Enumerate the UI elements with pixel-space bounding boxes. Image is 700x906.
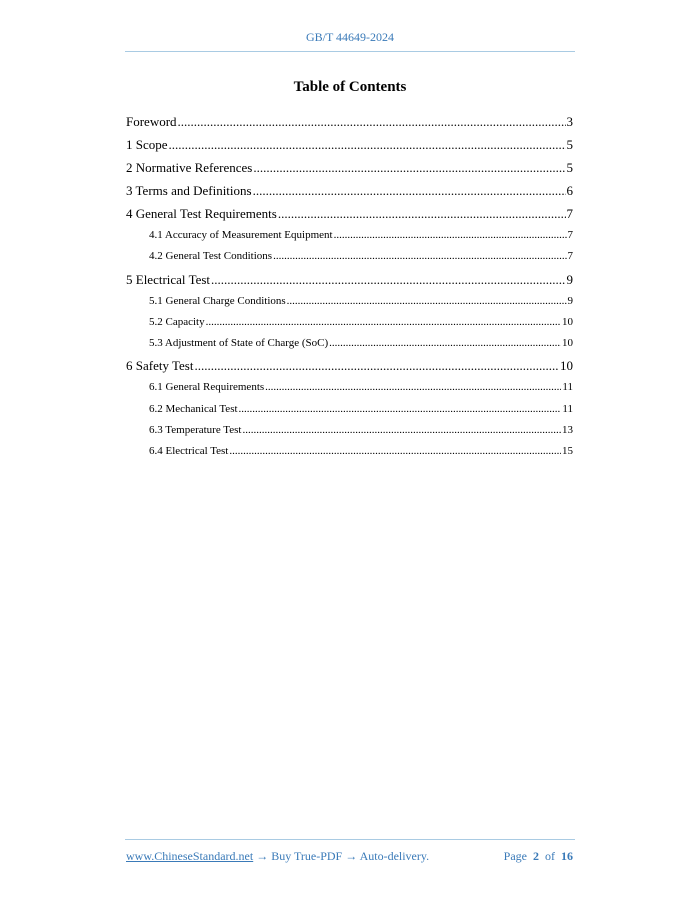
total-pages: 16 — [561, 849, 573, 863]
toc-label: 3 Terms and Definitions — [126, 183, 252, 198]
dot-leader — [239, 399, 562, 420]
dot-leader — [178, 110, 566, 133]
toc-entry-scope[interactable] — [126, 133, 573, 156]
current-page: 2 — [533, 849, 539, 863]
toc-entry-electrical-test-sub[interactable] — [126, 441, 573, 462]
header-divider — [125, 51, 575, 52]
toc-page-number: 10 — [562, 315, 573, 328]
toc-entry-terms-definitions[interactable] — [126, 179, 573, 202]
toc-entry-accuracy-measurement[interactable] — [126, 225, 573, 246]
toc-label: 4.2 General Test Conditions — [149, 250, 273, 263]
toc-page-number: 10 — [562, 337, 573, 350]
website-link[interactable]: www.ChineseStandard.net — [126, 849, 254, 863]
toc-page-number: 7 — [567, 229, 573, 241]
toc-entry-mechanical-test[interactable] — [126, 399, 573, 420]
toc-entry-electrical-test[interactable] — [126, 268, 573, 291]
dot-leader — [273, 246, 566, 267]
page-title: Table of Contents — [293, 79, 407, 95]
toc-page-number: 5 — [566, 160, 573, 175]
dot-leader — [253, 156, 565, 179]
toc-label: 6.3 Temperature Test — [149, 424, 242, 437]
toc-page-number: 15 — [562, 445, 573, 458]
dot-leader — [287, 291, 567, 312]
toc-page-number: 9 — [567, 294, 573, 307]
dot-leader — [278, 202, 566, 225]
toc-page-number: 6 — [566, 183, 573, 198]
dot-leader — [265, 377, 561, 398]
dot-leader — [194, 354, 559, 377]
toc-entry-general-test-requirements[interactable] — [126, 202, 573, 225]
toc-label: 5 Electrical Test — [126, 271, 211, 287]
toc-entry-adjustment-soc[interactable] — [126, 333, 573, 354]
page-of: of — [545, 849, 555, 863]
toc-label: 6.2 Mechanical Test — [149, 402, 238, 415]
toc-label: Foreword — [126, 114, 177, 129]
toc-entry-general-charge-conditions[interactable] — [126, 291, 573, 312]
running-header: GB/T 44649-2024 — [305, 30, 395, 44]
dot-leader — [229, 441, 561, 462]
dot-leader — [242, 420, 561, 441]
toc-label: 2 Normative References — [126, 160, 253, 175]
toc-label: 4 General Test Requirements — [126, 206, 277, 221]
toc-page-number: 5 — [566, 137, 573, 152]
footer-promo — [126, 849, 429, 864]
toc-label: 5.3 Adjustment of State of Charge (SoC) — [149, 337, 329, 350]
toc-label: 5.1 General Charge Conditions — [149, 294, 286, 307]
toc-page-number: 3 — [566, 114, 573, 129]
dot-leader — [253, 179, 566, 202]
toc-entry-safety-test[interactable] — [126, 354, 573, 377]
toc-page-number: 10 — [560, 358, 573, 374]
toc-label: 1 Scope — [126, 137, 168, 152]
toc-page-number: 7 — [566, 206, 573, 221]
toc-entry-foreword[interactable] — [126, 110, 573, 133]
toc-label: 6.4 Electrical Test — [149, 445, 229, 458]
toc-entry-general-test-conditions[interactable] — [126, 246, 573, 267]
dot-leader — [169, 133, 566, 156]
toc-entry-general-requirements[interactable] — [126, 377, 573, 398]
page-footer — [126, 849, 573, 864]
toc-page-number: 7 — [567, 250, 573, 263]
footer-divider — [125, 839, 575, 840]
toc-label: 4.1 Accuracy of Measurement Equipment — [149, 229, 333, 241]
toc-label: 5.2 Capacity — [149, 315, 205, 328]
toc-entry-temperature-test[interactable] — [126, 420, 573, 441]
dot-leader — [334, 225, 567, 246]
toc-page-number: 13 — [562, 424, 573, 437]
toc-page-number: 11 — [562, 381, 573, 394]
dot-leader — [329, 333, 561, 354]
toc-label: 6.1 General Requirements — [149, 381, 265, 394]
toc-label: 6 Safety Test — [126, 358, 194, 374]
page-counter — [504, 849, 573, 864]
toc-page-number: 11 — [562, 402, 573, 415]
dot-leader — [211, 268, 565, 291]
page-label: Page — [503, 849, 527, 863]
dot-leader — [206, 312, 561, 333]
toc-page-number: 9 — [566, 271, 573, 287]
toc-entry-capacity[interactable] — [126, 312, 573, 333]
promo-text: → Buy True-PDF → Auto-delivery. — [253, 849, 430, 863]
toc-entry-normative-references[interactable] — [126, 156, 573, 179]
table-of-contents — [126, 110, 573, 463]
